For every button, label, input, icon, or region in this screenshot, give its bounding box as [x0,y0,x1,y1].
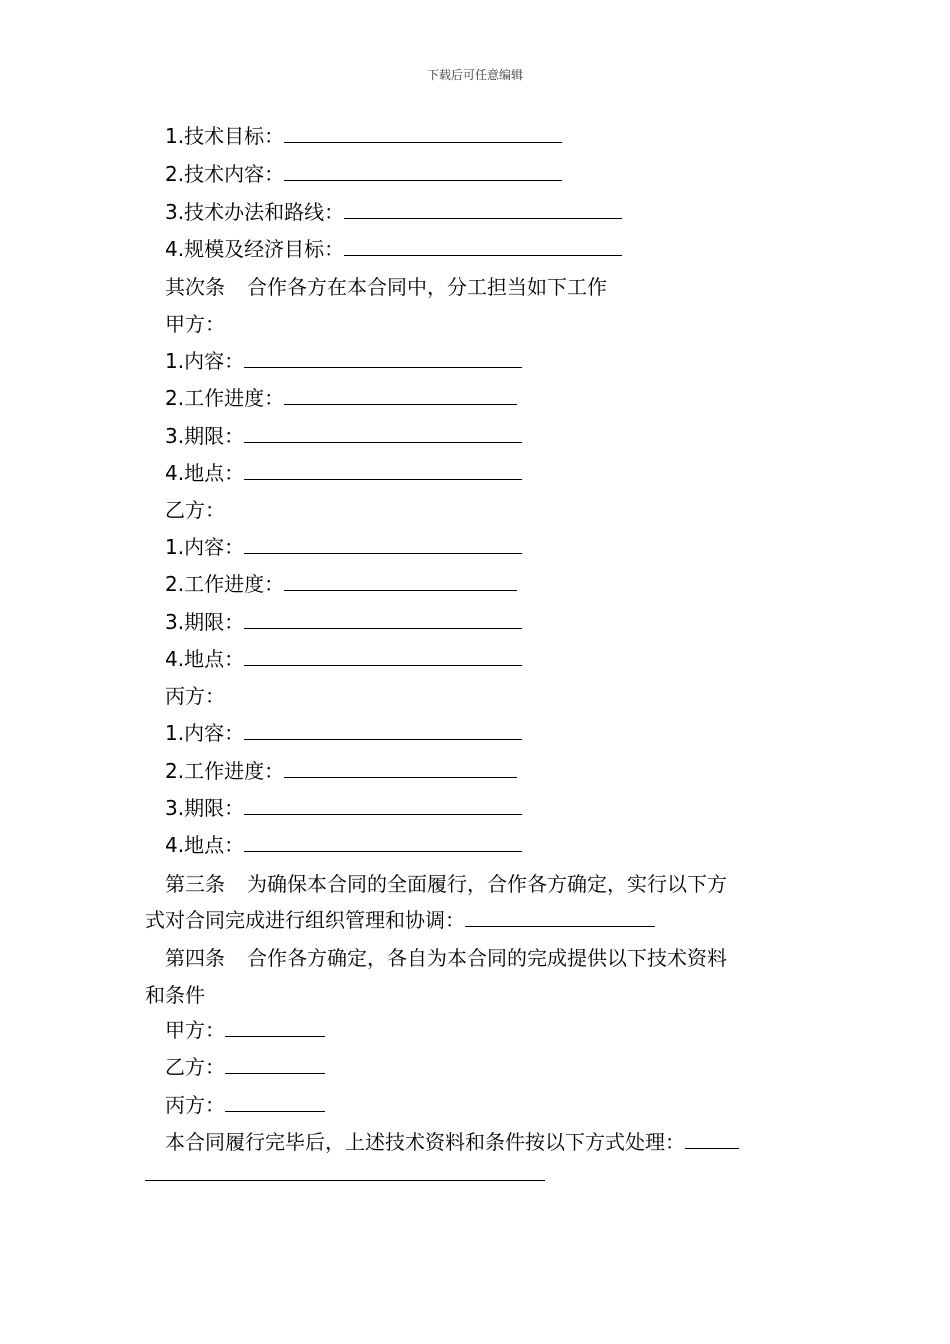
party-a-content-label: 1.内容： [165,349,245,373]
party-b-content-label: 1.内容： [165,535,245,559]
tech-goal-line [165,122,562,150]
party-b-progress-blank[interactable] [284,572,517,591]
tech-content-blank[interactable] [284,162,562,181]
party-a-term-blank[interactable] [244,424,522,443]
closing-line-2 [145,1160,545,1188]
party-b-content-line [165,533,522,561]
party-b-location-line [165,645,522,673]
scale-goal-blank[interactable] [344,237,622,256]
party-a-term-line [165,422,522,450]
party-a-heading: 甲方： [165,312,225,336]
article-3-line-1 [165,870,727,898]
article-4-party-c-line [165,1091,325,1119]
party-c-content-label: 1.内容： [165,721,245,745]
party-c-term-line [165,794,522,822]
party-b-term-line [165,608,522,636]
tech-content-label: 2.技术内容： [165,162,285,186]
party-b-location-label: 4.地点： [165,647,245,671]
party-a-location-blank[interactable] [244,461,522,480]
closing-blank-1[interactable] [685,1130,739,1149]
article-4-party-b-blank[interactable] [225,1055,325,1074]
party-c-progress-blank[interactable] [284,759,517,778]
party-a-progress-line [165,384,517,412]
article-4-party-b-label: 乙方： [165,1055,225,1079]
party-b-progress-line [165,570,517,598]
tech-goal-blank[interactable] [284,124,562,143]
party-c-content-line [165,719,522,747]
party-a-content-line [165,347,522,375]
article-3-text-1: 为确保本合同的全面履行，合作各方确定，实行以下方 [247,872,727,896]
article-4-party-a-blank[interactable] [225,1018,325,1037]
closing-blank-2[interactable] [145,1162,545,1181]
tech-content-line [165,160,562,188]
article-4-title: 第四条 [165,946,225,970]
party-c-term-blank[interactable] [244,796,522,815]
party-a-location-label: 4.地点： [165,461,245,485]
article-4-party-c-blank[interactable] [225,1093,325,1112]
scale-goal-line [165,235,622,263]
party-c-progress-label: 2.工作进度： [165,759,285,783]
article-3-line-2 [145,906,655,934]
party-a-term-label: 3.期限： [165,424,245,448]
article-4-party-a-line [165,1016,325,1044]
party-b-term-blank[interactable] [244,610,522,629]
party-c-location-blank[interactable] [244,833,522,852]
article-3-blank[interactable] [465,908,655,927]
article-3-text-2: 式对合同完成进行组织管理和协调： [145,908,465,932]
party-b-term-label: 3.期限： [165,610,245,634]
party-c-heading: 丙方： [165,684,225,708]
article-2-text: 合作各方在本合同中，分工担当如下工作 [247,275,607,299]
article-4-text-1: 合作各方确定，各自为本合同的完成提供以下技术资料 [247,946,727,970]
party-c-content-blank[interactable] [244,721,522,740]
party-b-progress-label: 2.工作进度： [165,572,285,596]
article-4-party-b-line [165,1053,325,1081]
article-3-title: 第三条 [165,872,225,896]
party-b-content-blank[interactable] [244,535,522,554]
tech-method-line [165,198,622,226]
tech-goal-label: 1.技术目标： [165,124,285,148]
tech-method-label: 3.技术办法和路线： [165,200,345,224]
tech-method-blank[interactable] [344,200,622,219]
article-2-title: 其次条 [165,275,225,299]
article-2-line [165,273,607,301]
article-4-line-2: 和条件 [145,983,205,1007]
article-4-line-1 [165,944,727,972]
party-b-location-blank[interactable] [244,647,522,666]
party-c-location-line [165,831,522,859]
scale-goal-label: 4.规模及经济目标： [165,237,345,261]
party-c-location-label: 4.地点： [165,833,245,857]
party-a-location-line [165,459,522,487]
party-a-content-blank[interactable] [244,349,522,368]
closing-line-1 [165,1128,739,1156]
party-a-progress-label: 2.工作进度： [165,386,285,410]
article-4-party-c-label: 丙方： [165,1093,225,1117]
article-4-party-a-label: 甲方： [165,1018,225,1042]
party-c-term-label: 3.期限： [165,796,245,820]
page-header: 下载后可任意编辑 [426,68,523,82]
party-c-progress-line [165,757,517,785]
party-b-heading: 乙方： [165,498,225,522]
party-a-progress-blank[interactable] [284,386,517,405]
closing-text: 本合同履行完毕后，上述技术资料和条件按以下方式处理： [165,1130,685,1154]
